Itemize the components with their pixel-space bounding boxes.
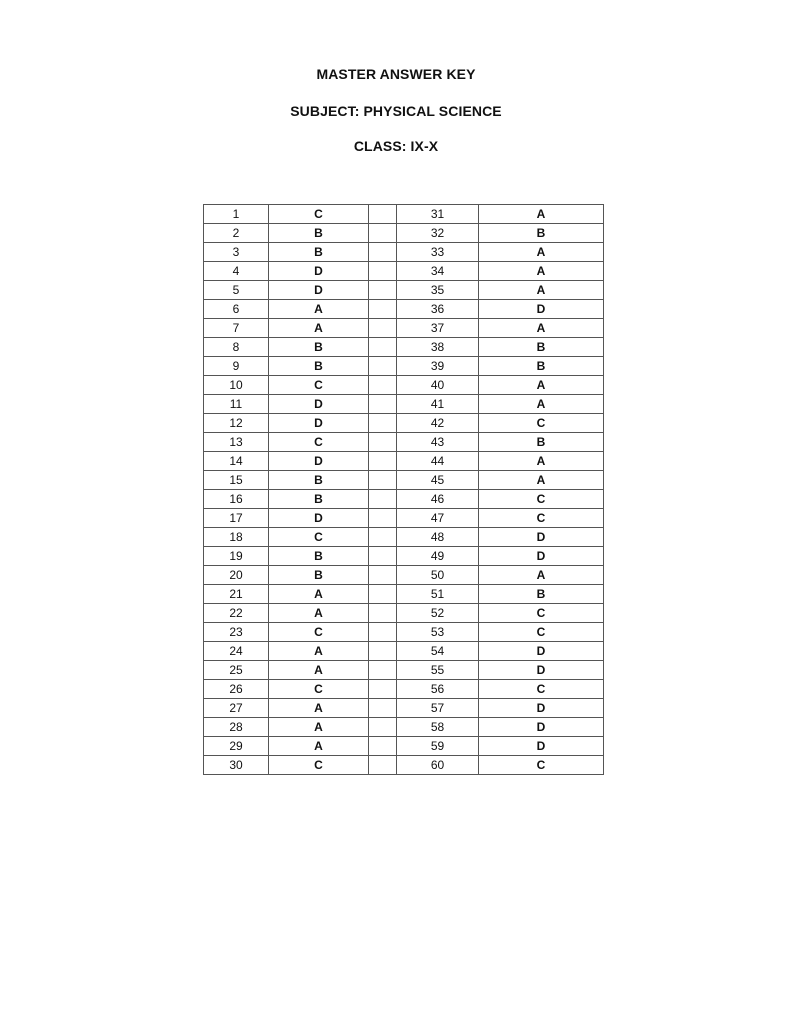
question-number: 38 [397,338,479,357]
answer-cell: D [479,528,604,547]
table-row [204,566,604,585]
spacer-cell [369,281,397,300]
question-number: 1 [204,205,269,224]
spacer-cell [369,509,397,528]
table-row [204,433,604,452]
question-number: 18 [204,528,269,547]
table-row [204,395,604,414]
answer-cell: D [269,395,369,414]
question-number: 52 [397,604,479,623]
spacer-cell [369,756,397,775]
question-number: 40 [397,376,479,395]
question-number: 3 [204,243,269,262]
answer-cell: A [269,604,369,623]
spacer-cell [369,642,397,661]
table-row [204,319,604,338]
table-row [204,585,604,604]
answer-cell: B [269,471,369,490]
table-row [204,642,604,661]
table-row [204,737,604,756]
spacer-cell [369,566,397,585]
spacer-cell [369,300,397,319]
spacer-cell [369,433,397,452]
answer-cell: C [479,604,604,623]
question-number: 57 [397,699,479,718]
answer-key-body [204,205,604,775]
spacer-cell [369,243,397,262]
spacer-cell [369,395,397,414]
answer-cell: B [479,338,604,357]
answer-cell: D [479,699,604,718]
subject-line: SUBJECT: PHYSICAL SCIENCE [290,103,502,119]
question-number: 26 [204,680,269,699]
answer-cell: A [479,471,604,490]
question-number: 16 [204,490,269,509]
table-row [204,338,604,357]
question-number: 4 [204,262,269,281]
answer-cell: C [479,623,604,642]
question-number: 55 [397,661,479,680]
table-row [204,528,604,547]
question-number: 46 [397,490,479,509]
answer-cell: B [269,243,369,262]
question-number: 13 [204,433,269,452]
answer-cell: A [479,281,604,300]
question-number: 21 [204,585,269,604]
question-number: 53 [397,623,479,642]
table-row [204,756,604,775]
question-number: 8 [204,338,269,357]
answer-cell: C [269,680,369,699]
question-number: 56 [397,680,479,699]
spacer-cell [369,604,397,623]
question-number: 30 [204,756,269,775]
question-number: 19 [204,547,269,566]
answer-cell: B [479,224,604,243]
spacer-cell [369,680,397,699]
question-number: 27 [204,699,269,718]
answer-cell: D [269,262,369,281]
question-number: 48 [397,528,479,547]
question-number: 59 [397,737,479,756]
spacer-cell [369,414,397,433]
answer-cell: D [269,452,369,471]
answer-cell: D [479,661,604,680]
answer-cell: A [269,737,369,756]
question-number: 54 [397,642,479,661]
answer-cell: C [479,414,604,433]
answer-cell: D [479,547,604,566]
table-row [204,281,604,300]
question-number: 36 [397,300,479,319]
answer-cell: A [269,661,369,680]
answer-cell: A [479,319,604,338]
answer-cell: D [479,718,604,737]
answer-cell: D [479,300,604,319]
spacer-cell [369,528,397,547]
question-number: 41 [397,395,479,414]
spacer-cell [369,661,397,680]
answer-cell: C [479,756,604,775]
question-number: 29 [204,737,269,756]
question-number: 17 [204,509,269,528]
answer-cell: C [269,623,369,642]
question-number: 39 [397,357,479,376]
answer-cell: C [479,490,604,509]
spacer-cell [369,338,397,357]
table-row [204,547,604,566]
table-row [204,699,604,718]
answer-cell: C [269,433,369,452]
question-number: 42 [397,414,479,433]
table-row [204,623,604,642]
answer-cell: A [479,243,604,262]
answer-cell: A [269,718,369,737]
table-row [204,471,604,490]
answer-cell: B [269,338,369,357]
answer-cell: B [269,224,369,243]
answer-cell: A [269,699,369,718]
question-number: 32 [397,224,479,243]
spacer-cell [369,452,397,471]
question-number: 45 [397,471,479,490]
question-number: 33 [397,243,479,262]
answer-cell: B [269,566,369,585]
answer-cell: B [269,547,369,566]
question-number: 14 [204,452,269,471]
table-row [204,205,604,224]
answer-cell: A [479,566,604,585]
table-row [204,680,604,699]
answer-cell: A [269,300,369,319]
spacer-cell [369,585,397,604]
answer-cell: C [269,756,369,775]
spacer-cell [369,471,397,490]
answer-cell: B [269,490,369,509]
spacer-cell [369,357,397,376]
answer-cell: A [269,585,369,604]
answer-cell: D [269,509,369,528]
table-row [204,224,604,243]
question-number: 60 [397,756,479,775]
answer-cell: B [479,357,604,376]
answer-cell: A [479,452,604,471]
question-number: 51 [397,585,479,604]
class-line: CLASS: IX-X [353,138,439,154]
answer-cell: A [479,376,604,395]
answer-key-table [203,204,604,775]
answer-cell: A [479,205,604,224]
answer-cell: C [269,205,369,224]
spacer-cell [369,699,397,718]
question-number: 9 [204,357,269,376]
table-row [204,490,604,509]
answer-cell: B [269,357,369,376]
table-row [204,414,604,433]
spacer-cell [369,490,397,509]
spacer-cell [369,623,397,642]
question-number: 37 [397,319,479,338]
table-row [204,509,604,528]
answer-cell: A [269,319,369,338]
question-number: 28 [204,718,269,737]
question-number: 47 [397,509,479,528]
question-number: 15 [204,471,269,490]
question-number: 2 [204,224,269,243]
answer-cell: D [479,737,604,756]
table-row [204,718,604,737]
answer-cell: C [269,376,369,395]
table-row [204,661,604,680]
table-row [204,300,604,319]
question-number: 11 [204,395,269,414]
answer-cell: C [479,509,604,528]
table-row [204,452,604,471]
answer-cell: A [479,395,604,414]
answer-cell: D [479,642,604,661]
spacer-cell [369,547,397,566]
table-row [204,243,604,262]
question-number: 23 [204,623,269,642]
answer-cell: D [269,414,369,433]
answer-cell: B [479,433,604,452]
table-row [204,357,604,376]
question-number: 10 [204,376,269,395]
answer-cell: B [479,585,604,604]
table-row [204,604,604,623]
answer-cell: C [269,528,369,547]
spacer-cell [369,376,397,395]
question-number: 44 [397,452,479,471]
question-number: 49 [397,547,479,566]
question-number: 24 [204,642,269,661]
document-title: MASTER ANSWER KEY [316,66,476,82]
table-row [204,262,604,281]
question-number: 35 [397,281,479,300]
answer-cell: C [479,680,604,699]
question-number: 5 [204,281,269,300]
spacer-cell [369,737,397,756]
question-number: 43 [397,433,479,452]
question-number: 34 [397,262,479,281]
question-number: 7 [204,319,269,338]
question-number: 22 [204,604,269,623]
question-number: 12 [204,414,269,433]
spacer-cell [369,319,397,338]
answer-cell: A [269,642,369,661]
question-number: 58 [397,718,479,737]
spacer-cell [369,718,397,737]
question-number: 50 [397,566,479,585]
answer-cell: A [479,262,604,281]
question-number: 20 [204,566,269,585]
question-number: 31 [397,205,479,224]
spacer-cell [369,224,397,243]
spacer-cell [369,205,397,224]
answer-cell: D [269,281,369,300]
table-row [204,376,604,395]
spacer-cell [369,262,397,281]
question-number: 6 [204,300,269,319]
question-number: 25 [204,661,269,680]
